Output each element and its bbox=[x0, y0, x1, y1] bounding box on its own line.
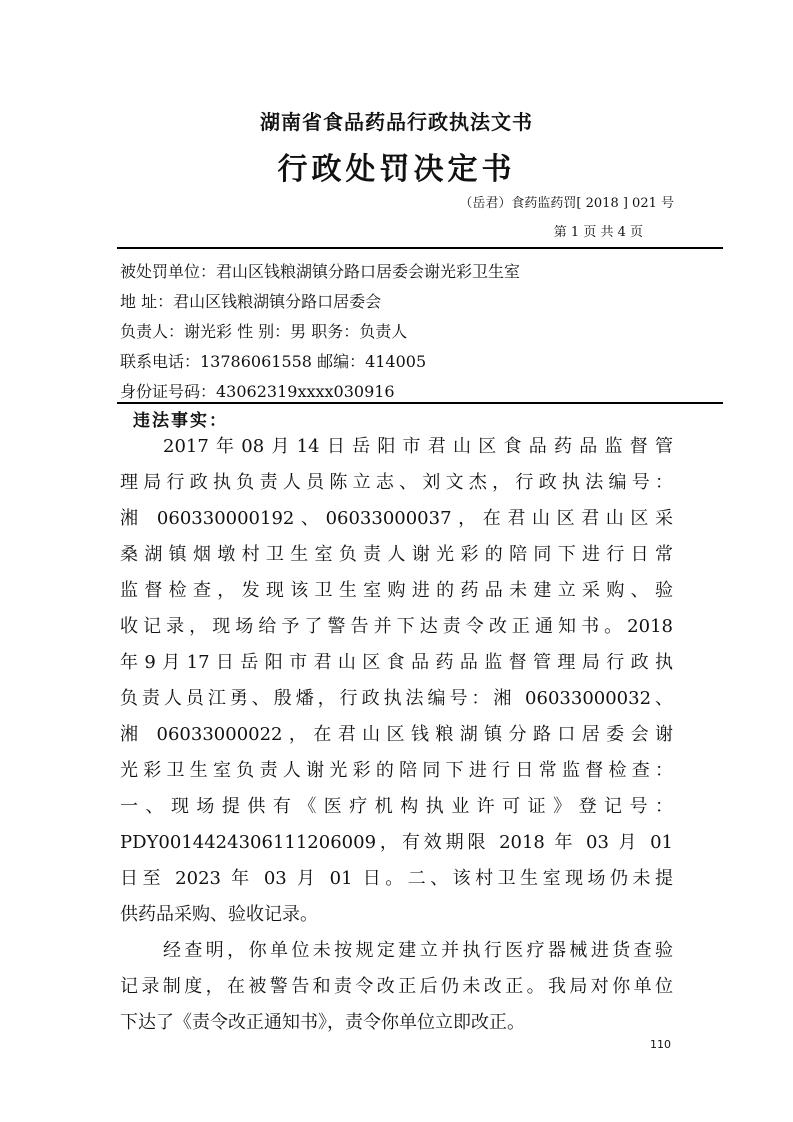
facts-line: 年9月17日岳阳市君山区食品药品监督管理局行政执 bbox=[120, 652, 673, 673]
party-address: 地 址：君山区钱粮湖镇分路口居委会 bbox=[120, 292, 382, 311]
facts-line: 光彩卫生室负责人谢光彩的陪同下进行日常监督检查： bbox=[120, 760, 673, 781]
facts-line: 2017年08月14日岳阳市君山区食品药品监督管 bbox=[163, 436, 673, 457]
facts-line: 供药品采购、验收记录。 bbox=[120, 904, 318, 925]
facts-line: 桑湖镇烟墩村卫生室负责人谢光彩的陪同下进行日常 bbox=[120, 544, 673, 565]
facts-line: 湘 06033000022，在君山区钱粮湖镇分路口居委会谢 bbox=[120, 724, 673, 745]
section-title: 违法事实： bbox=[133, 411, 228, 431]
finding-line: 经查明，你单位未按规定建立并执行医疗器械进货查验 bbox=[163, 940, 673, 961]
facts-line: 一、现场提供有《医疗机构执业许可证》登记号： bbox=[120, 796, 673, 817]
finding-line: 下达了《责令改正通知书》，责令你单位立即改正。 bbox=[120, 1012, 525, 1033]
facts-line: 理局行政执负责人员陈立志、刘文杰，行政执法编号： bbox=[120, 472, 673, 493]
finding-line: 记录制度，在被警告和责令改正后仍未改正。我局对你单位 bbox=[120, 976, 673, 997]
facts-line: 日至 2023 年 03 月 01 日。二、该村卫生室现场仍未提 bbox=[120, 868, 673, 889]
document-title: 行政处罚决定书 bbox=[277, 152, 516, 187]
facts-line: 收记录，现场给予了警告并下达责令改正通知书。2018 bbox=[120, 616, 673, 637]
party-person: 负责人：谢光彩 性 别：男 职务：负责人 bbox=[120, 322, 408, 341]
page-info: 第 1 页 共 4 页 bbox=[553, 225, 643, 240]
page-number: 110 bbox=[650, 1038, 671, 1051]
facts-line: 湘 060330000192、06033000037，在君山区君山区采 bbox=[120, 508, 673, 529]
document-number: （岳君）食药监药罚[ 2018 ] 021 号 bbox=[459, 196, 674, 211]
org-title: 湖南省食品药品行政执法文书 bbox=[260, 110, 533, 134]
facts-line: PDY0014424306111206009，有效期限 2018 年 03 月 01 bbox=[120, 832, 673, 853]
top-divider bbox=[117, 247, 723, 249]
facts-line: 监督检查，发现该卫生室购进的药品未建立采购、验 bbox=[120, 580, 673, 601]
party-id: 身份证号码：43062319xxxx030916 bbox=[120, 382, 395, 401]
party-contact: 联系电话：13786061558 邮编：414005 bbox=[120, 352, 427, 371]
party-unit: 被处罚单位：君山区钱粮湖镇分路口居委会谢光彩卫生室 bbox=[120, 262, 521, 281]
facts-line: 负责人员江勇、殷燔，行政执法编号：湘 06033000032、 bbox=[120, 688, 673, 709]
section-divider bbox=[117, 402, 723, 404]
